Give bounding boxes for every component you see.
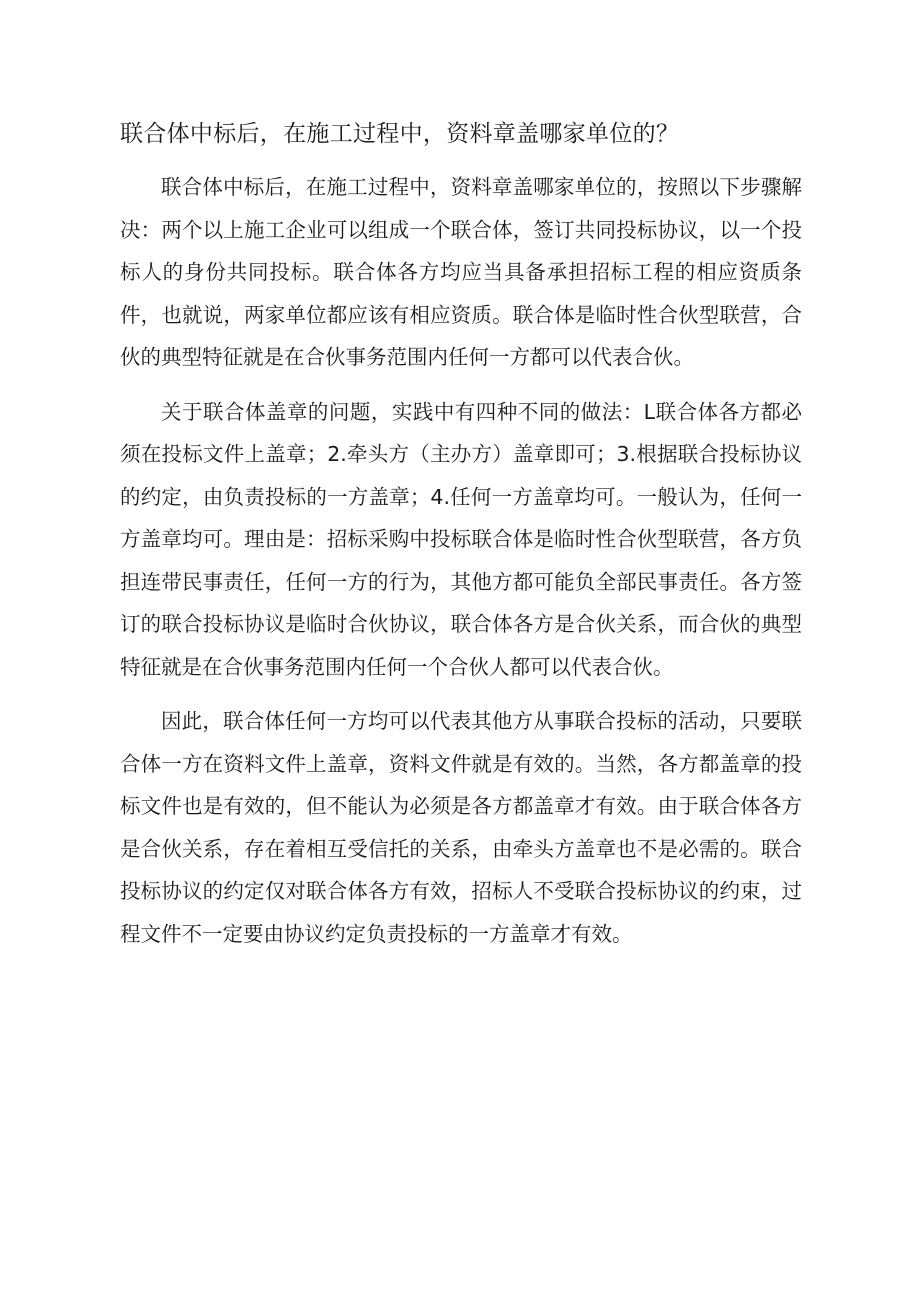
document-title: 联合体中标后，在施工过程中，资料章盖哪家单位的？ — [120, 121, 680, 147]
paragraph-1: 联合体中标后，在施工过程中，资料章盖哪家单位的，按照以下步骤解决：两个以上施工企业可以组成一个联合体，签订共同投标协议，以一个投标人的身份共同投标。联合体各方均应当具备承担招标工程的相应资质条件，也就说，两家单位都应该有相应资质。联合体是临时性合伙型联营，合伙的典型特征就是在合伙事务范围内任何一方都可以代表合伙。 — [120, 175, 802, 369]
paragraph-2: 关于联合体盖章的问题，实践中有四种不同的做法：L联合体各方都必须在投标文件上盖章；2.牵头方（主办方）盖章即可；3.根据联合投标协议的约定，由负责投标的一方盖章；4.任何一方盖章均可。一般认为，任何一方盖章均可。理由是：招标采购中投标联合体是临时性合伙型联营，各方负担连带民事责任，任何一方的行为，其他方都可能负全部民事责任。各方签订的联合投标协议是临时合伙协议，联合体各方是合伙关系，而合伙的典型特征就是在合伙事务范围内任何一个合伙人都可以代表合伙。 — [120, 399, 802, 679]
paragraph-3: 因此，联合体任何一方均可以代表其他方从事联合投标的活动，只要联合体一方在资料文件上盖章，资料文件就是有效的。当然，各方都盖章的投标文件也是有效的，但不能认为必须是各方都盖章才有效。由于联合体各方是合伙关系，存在着相互受信托的关系，由牵头方盖章也不是必需的。联合投标协议的约定仅对联合体各方有效，招标人不受联合投标协议的约束，过程文件不一定要由协议约定负责投标的一方盖章才有效。 — [120, 709, 802, 946]
document-body — [120, 166, 802, 967]
